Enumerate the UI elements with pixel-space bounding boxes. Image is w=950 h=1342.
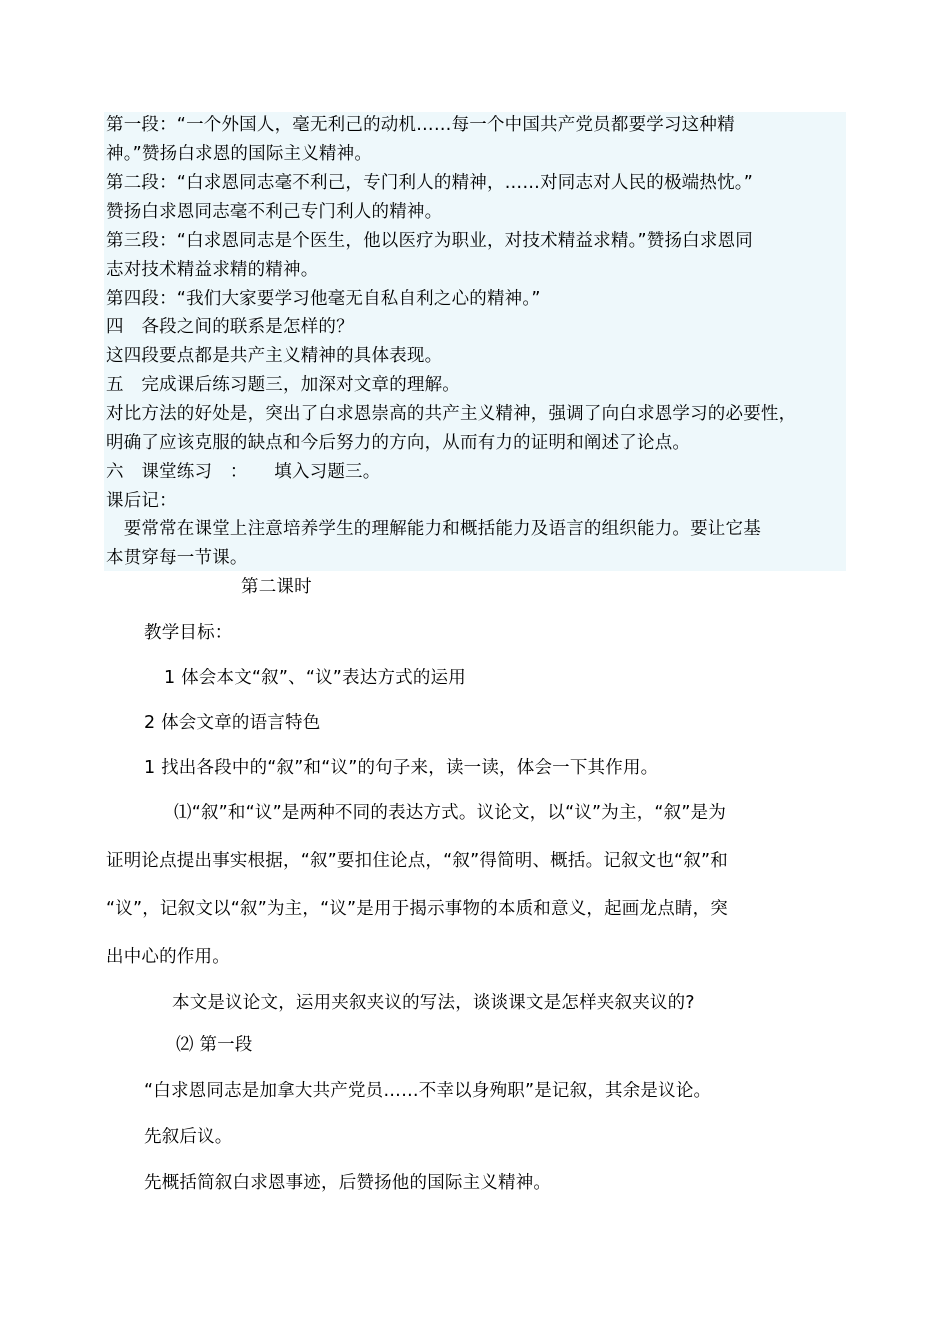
section-heading: 六 课堂练习 ： 填入习题三。	[106, 462, 381, 482]
text-line: 第一段：“一个外国人，毫无利己的动机……每一个中国共产党员都要学习这种精	[106, 115, 735, 135]
text-line: 赞扬白求恩同志毫不利己专门利人的精神。	[106, 202, 443, 222]
lesson-title: 第二课时	[241, 577, 312, 597]
objectives-heading: 教学目标：	[144, 623, 233, 643]
section-heading: 四 各段之间的联系是怎样的？	[106, 317, 354, 337]
text-line: 第二段：“白求恩同志毫不利己，专门利人的精神，……对同志对人民的极端热忱。”	[106, 173, 753, 193]
text-line: 这四段要点都是共产主义精神的具体表现。	[106, 346, 443, 366]
text-line: 先概括简叙白求恩事迹，后赞扬他的国际主义精神。	[144, 1173, 552, 1193]
text-line: 先叙后议。	[144, 1127, 233, 1147]
text-line: 本贯穿每一节课。	[106, 548, 248, 568]
question-line: 本文是议论文，运用夹叙夹议的写法，谈谈课文是怎样夹叙夹议的?	[172, 993, 695, 1013]
text-line: 要常常在课堂上注意培养学生的理解能力和概括能力及语言的组织能力。要让它基	[106, 519, 761, 539]
text-line: 神。”赞扬白求恩的国际主义精神。	[106, 144, 373, 164]
text-line: 对比方法的好处是，突出了白求恩崇高的共产主义精神，强调了向白求恩学习的必要性，	[106, 404, 797, 424]
text-line: “白求恩同志是加拿大共产党员……不幸以身殉职”是记叙，其余是议论。	[144, 1081, 712, 1101]
sub-item: ⑵ 第一段	[176, 1035, 253, 1055]
text-line: ⑴“叙”和“议”是两种不同的表达方式。议论文，以“议”为主，“叙”是为	[174, 803, 727, 823]
text-line: 第四段：“我们大家要学习他毫无自私自利之心的精神。”	[106, 289, 541, 309]
section-heading: 五 完成课后练习题三，加深对文章的理解。	[106, 375, 460, 395]
text-line: 证明论点提出事实根据，“叙”要扣住论点，“叙”得简明、概括。记叙文也“叙”和	[106, 851, 728, 871]
objective-item: 1 体会本文“叙”、“议”表达方式的运用	[164, 668, 466, 688]
text-line: 志对技术精益求精的精神。	[106, 260, 319, 280]
text-line: “议”，记叙文以“叙”为主，“议”是用于揭示事物的本质和意义，起画龙点睛，突	[106, 899, 728, 919]
text-line: 出中心的作用。	[106, 947, 230, 967]
step-item: 1 找出各段中的“叙”和“议”的句子来，读一读，体会一下其作用。	[144, 758, 659, 778]
text-line: 课后记：	[106, 491, 177, 511]
objective-item: 2 体会文章的语言特色	[144, 713, 321, 733]
text-line: 明确了应该克服的缺点和今后努力的方向，从而有力的证明和阐述了论点。	[106, 433, 691, 453]
text-line: 第三段：“白求恩同志是个医生，他以医疗为职业，对技术精益求精。”赞扬白求恩同	[106, 231, 753, 251]
